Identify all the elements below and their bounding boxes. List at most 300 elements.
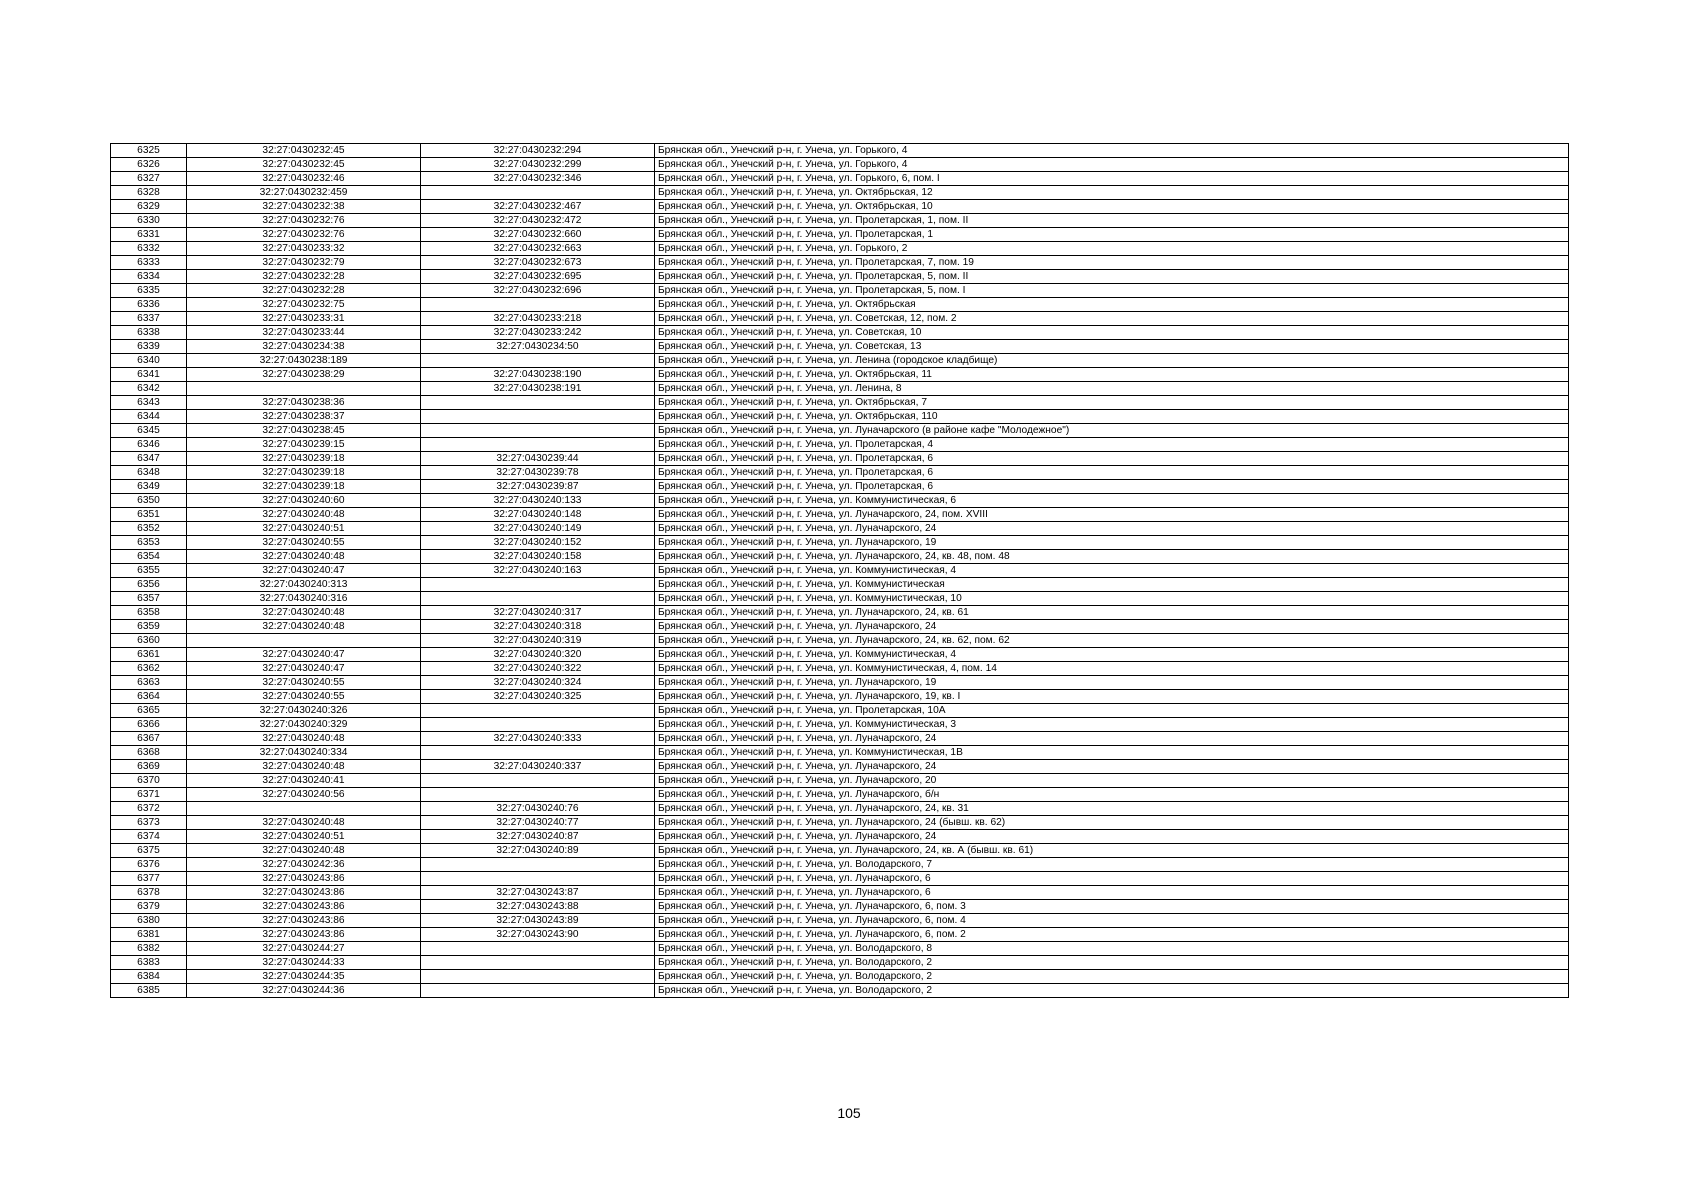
row-number-cell: 6350	[111, 494, 187, 508]
address-cell: Брянская обл., Унечский р-н, г. Унеча, ул. Луначарского (в районе кафе "Молодежное")	[655, 424, 1569, 438]
cadastral-number-object-cell	[421, 298, 655, 312]
row-number-cell: 6373	[111, 816, 187, 830]
cadastral-number-parcel-cell: 32:27:0430238:36	[187, 396, 421, 410]
cadastral-number-parcel-cell: 32:27:0430240:51	[187, 522, 421, 536]
cadastral-number-object-cell: 32:27:0430238:190	[421, 368, 655, 382]
table-row	[111, 886, 1569, 900]
address-cell: Брянская обл., Унечский р-н, г. Унеча, ул. Октябрьская, 110	[655, 410, 1569, 424]
table-row	[111, 424, 1569, 438]
table-row	[111, 242, 1569, 256]
table-row	[111, 690, 1569, 704]
cadastral-number-object-cell: 32:27:0430240:337	[421, 760, 655, 774]
address-cell: Брянская обл., Унечский р-н, г. Унеча, ул. Володарского, 2	[655, 984, 1569, 998]
row-number-cell: 6334	[111, 270, 187, 284]
address-cell: Брянская обл., Унечский р-н, г. Унеча, ул. Луначарского, 24 (бывш. кв. 62)	[655, 816, 1569, 830]
cadastral-number-object-cell: 32:27:0430240:163	[421, 564, 655, 578]
cadastral-number-parcel-cell	[187, 802, 421, 816]
address-cell: Брянская обл., Унечский р-н, г. Унеча, ул. Ленина (городское кладбище)	[655, 354, 1569, 368]
row-number-cell: 6338	[111, 326, 187, 340]
cadastral-number-parcel-cell: 32:27:0430233:31	[187, 312, 421, 326]
cadastral-number-object-cell: 32:27:0430233:242	[421, 326, 655, 340]
cadastral-number-parcel-cell: 32:27:0430232:75	[187, 298, 421, 312]
address-cell: Брянская обл., Унечский р-н, г. Унеча, ул. Луначарского, 19, кв. I	[655, 690, 1569, 704]
cadastral-number-parcel-cell: 32:27:0430240:313	[187, 578, 421, 592]
row-number-cell: 6353	[111, 536, 187, 550]
address-cell: Брянская обл., Унечский р-н, г. Унеча, ул. Горького, 2	[655, 242, 1569, 256]
table-row	[111, 368, 1569, 382]
address-cell: Брянская обл., Унечский р-н, г. Унеча, ул. Луначарского, 6, пом. 3	[655, 900, 1569, 914]
cadastral-number-parcel-cell: 32:27:0430243:86	[187, 914, 421, 928]
table-row	[111, 172, 1569, 186]
cadastral-number-parcel-cell: 32:27:0430240:334	[187, 746, 421, 760]
address-cell: Брянская обл., Унечский р-н, г. Унеча, ул. Октябрьская, 11	[655, 368, 1569, 382]
table-row	[111, 508, 1569, 522]
table-row	[111, 396, 1569, 410]
cadastral-number-object-cell: 32:27:0430232:660	[421, 228, 655, 242]
row-number-cell: 6356	[111, 578, 187, 592]
address-cell: Брянская обл., Унечский р-н, г. Унеча, ул. Луначарского, 24	[655, 732, 1569, 746]
row-number-cell: 6329	[111, 200, 187, 214]
row-number-cell: 6340	[111, 354, 187, 368]
cadastral-number-object-cell	[421, 396, 655, 410]
cadastral-number-object-cell	[421, 186, 655, 200]
cadastral-number-parcel-cell: 32:27:0430240:326	[187, 704, 421, 718]
row-number-cell: 6330	[111, 214, 187, 228]
table-row	[111, 900, 1569, 914]
table-row	[111, 732, 1569, 746]
row-number-cell: 6336	[111, 298, 187, 312]
address-cell: Брянская обл., Унечский р-н, г. Унеча, ул. Луначарского, б/н	[655, 788, 1569, 802]
cadastral-number-parcel-cell: 32:27:0430244:36	[187, 984, 421, 998]
address-cell: Брянская обл., Унечский р-н, г. Унеча, ул. Володарского, 7	[655, 858, 1569, 872]
address-cell: Брянская обл., Унечский р-н, г. Унеча, ул. Пролетарская, 4	[655, 438, 1569, 452]
address-cell: Брянская обл., Унечский р-н, г. Унеча, ул. Горького, 4	[655, 158, 1569, 172]
cadastral-number-object-cell: 32:27:0430239:87	[421, 480, 655, 494]
table-row	[111, 354, 1569, 368]
cadastral-number-parcel-cell	[187, 634, 421, 648]
address-cell: Брянская обл., Унечский р-н, г. Унеча, ул. Луначарского, 24, пом. XVIII	[655, 508, 1569, 522]
table-row	[111, 984, 1569, 998]
address-cell: Брянская обл., Унечский р-н, г. Унеча, ул. Пролетарская, 5, пом. II	[655, 270, 1569, 284]
address-cell: Брянская обл., Унечский р-н, г. Унеча, ул. Горького, 6, пом. I	[655, 172, 1569, 186]
cadastral-number-object-cell: 32:27:0430240:322	[421, 662, 655, 676]
cadastral-number-parcel-cell: 32:27:0430238:29	[187, 368, 421, 382]
address-cell: Брянская обл., Унечский р-н, г. Унеча, ул. Луначарского, 24	[655, 830, 1569, 844]
cadastral-number-parcel-cell: 32:27:0430232:46	[187, 172, 421, 186]
address-cell: Брянская обл., Унечский р-н, г. Унеча, ул. Луначарского, 24	[655, 522, 1569, 536]
address-cell: Брянская обл., Унечский р-н, г. Унеча, ул. Советская, 13	[655, 340, 1569, 354]
table-row	[111, 718, 1569, 732]
row-number-cell: 6325	[111, 144, 187, 158]
address-cell: Брянская обл., Унечский р-н, г. Унеча, ул. Коммунистическая, 4	[655, 648, 1569, 662]
table-row	[111, 928, 1569, 942]
row-number-cell: 6326	[111, 158, 187, 172]
cadastral-number-object-cell: 32:27:0430240:87	[421, 830, 655, 844]
address-cell: Брянская обл., Унечский р-н, г. Унеча, ул. Пролетарская, 7, пом. 19	[655, 256, 1569, 270]
table-row	[111, 662, 1569, 676]
row-number-cell: 6335	[111, 284, 187, 298]
cadastral-number-parcel-cell: 32:27:0430240:48	[187, 732, 421, 746]
cadastral-number-object-cell: 32:27:0430240:77	[421, 816, 655, 830]
table-row	[111, 564, 1569, 578]
row-number-cell: 6378	[111, 886, 187, 900]
cadastral-number-object-cell	[421, 354, 655, 368]
address-cell: Брянская обл., Унечский р-н, г. Унеча, ул. Луначарского, 20	[655, 774, 1569, 788]
address-cell: Брянская обл., Унечский р-н, г. Унеча, ул. Октябрьская, 7	[655, 396, 1569, 410]
cadastral-number-parcel-cell: 32:27:0430240:329	[187, 718, 421, 732]
table-row	[111, 550, 1569, 564]
cadastral-number-parcel-cell: 32:27:0430238:189	[187, 354, 421, 368]
table-row	[111, 704, 1569, 718]
cadastral-number-parcel-cell: 32:27:0430240:41	[187, 774, 421, 788]
table-row	[111, 270, 1569, 284]
address-cell: Брянская обл., Унечский р-н, г. Унеча, ул. Коммунистическая, 6	[655, 494, 1569, 508]
row-number-cell: 6364	[111, 690, 187, 704]
table-row	[111, 214, 1569, 228]
address-cell: Брянская обл., Унечский р-н, г. Унеча, ул. Луначарского, 6, пом. 2	[655, 928, 1569, 942]
cadastral-number-object-cell: 32:27:0430240:149	[421, 522, 655, 536]
cadastral-number-parcel-cell: 32:27:0430232:79	[187, 256, 421, 270]
cadastral-number-object-cell	[421, 410, 655, 424]
cadastral-number-parcel-cell: 32:27:0430239:18	[187, 452, 421, 466]
cadastral-number-object-cell: 32:27:0430232:695	[421, 270, 655, 284]
address-cell: Брянская обл., Унечский р-н, г. Унеча, ул. Луначарского, 19	[655, 676, 1569, 690]
cadastral-number-object-cell	[421, 956, 655, 970]
row-number-cell: 6376	[111, 858, 187, 872]
row-number-cell: 6354	[111, 550, 187, 564]
table-row	[111, 466, 1569, 480]
cadastral-number-object-cell: 32:27:0430240:319	[421, 634, 655, 648]
address-cell: Брянская обл., Унечский р-н, г. Унеча, ул. Пролетарская, 10А	[655, 704, 1569, 718]
row-number-cell: 6367	[111, 732, 187, 746]
address-cell: Брянская обл., Унечский р-н, г. Унеча, ул. Луначарского, 6, пом. 4	[655, 914, 1569, 928]
row-number-cell: 6365	[111, 704, 187, 718]
row-number-cell: 6347	[111, 452, 187, 466]
cadastral-number-object-cell: 32:27:0430240:333	[421, 732, 655, 746]
address-cell: Брянская обл., Унечский р-н, г. Унеча, ул. Коммунистическая, 1В	[655, 746, 1569, 760]
address-cell: Брянская обл., Унечский р-н, г. Унеча, ул. Горького, 4	[655, 144, 1569, 158]
address-cell: Брянская обл., Унечский р-н, г. Унеча, ул. Луначарского, 24, кв. 61	[655, 606, 1569, 620]
table-row	[111, 592, 1569, 606]
cadastral-number-parcel-cell: 32:27:0430232:28	[187, 270, 421, 284]
cadastral-number-object-cell: 32:27:0430240:318	[421, 620, 655, 634]
address-cell: Брянская обл., Унечский р-н, г. Унеча, ул. Пролетарская, 6	[655, 480, 1569, 494]
row-number-cell: 6369	[111, 760, 187, 774]
row-number-cell: 6344	[111, 410, 187, 424]
table-row	[111, 942, 1569, 956]
cadastral-number-object-cell: 32:27:0430239:44	[421, 452, 655, 466]
address-cell: Брянская обл., Унечский р-н, г. Унеча, ул. Луначарского, 24, кв. 62, пом. 62	[655, 634, 1569, 648]
cadastral-number-object-cell: 32:27:0430240:320	[421, 648, 655, 662]
cadastral-number-object-cell: 32:27:0430243:89	[421, 914, 655, 928]
table-row	[111, 606, 1569, 620]
cadastral-number-parcel-cell: 32:27:0430240:48	[187, 816, 421, 830]
cadastral-number-parcel-cell: 32:27:0430240:47	[187, 564, 421, 578]
cadastral-number-parcel-cell: 32:27:0430244:35	[187, 970, 421, 984]
cadastral-number-parcel-cell: 32:27:0430238:45	[187, 424, 421, 438]
cadastral-number-parcel-cell: 32:27:0430240:51	[187, 830, 421, 844]
row-number-cell: 6339	[111, 340, 187, 354]
cadastral-number-object-cell: 32:27:0430234:50	[421, 340, 655, 354]
cadastral-number-object-cell	[421, 970, 655, 984]
cadastral-number-parcel-cell: 32:27:0430232:38	[187, 200, 421, 214]
cadastral-number-parcel-cell: 32:27:0430240:56	[187, 788, 421, 802]
address-cell: Брянская обл., Унечский р-н, г. Унеча, ул. Луначарского, 24, кв. 31	[655, 802, 1569, 816]
cadastral-number-parcel-cell: 32:27:0430240:48	[187, 508, 421, 522]
row-number-cell: 6361	[111, 648, 187, 662]
table-row	[111, 144, 1569, 158]
table-row	[111, 340, 1569, 354]
cadastral-number-parcel-cell: 32:27:0430238:37	[187, 410, 421, 424]
row-number-cell: 6341	[111, 368, 187, 382]
row-number-cell: 6372	[111, 802, 187, 816]
cadastral-number-object-cell	[421, 774, 655, 788]
row-number-cell: 6348	[111, 466, 187, 480]
address-cell: Брянская обл., Унечский р-н, г. Унеча, ул. Ленина, 8	[655, 382, 1569, 396]
cadastral-number-parcel-cell: 32:27:0430232:45	[187, 158, 421, 172]
row-number-cell: 6331	[111, 228, 187, 242]
cadastral-number-object-cell: 32:27:0430243:87	[421, 886, 655, 900]
cadastral-number-object-cell: 32:27:0430240:158	[421, 550, 655, 564]
address-cell: Брянская обл., Унечский р-н, г. Унеча, ул. Пролетарская, 1	[655, 228, 1569, 242]
cadastral-number-parcel-cell: 32:27:0430239:15	[187, 438, 421, 452]
cadastral-number-object-cell: 32:27:0430232:472	[421, 214, 655, 228]
table-row	[111, 676, 1569, 690]
row-number-cell: 6366	[111, 718, 187, 732]
cadastral-number-object-cell	[421, 424, 655, 438]
table-row	[111, 200, 1569, 214]
row-number-cell: 6382	[111, 942, 187, 956]
row-number-cell: 6352	[111, 522, 187, 536]
cadastral-number-parcel-cell: 32:27:0430232:45	[187, 144, 421, 158]
page-number: 105	[837, 1105, 861, 1121]
table-row	[111, 830, 1569, 844]
table-row	[111, 158, 1569, 172]
row-number-cell: 6345	[111, 424, 187, 438]
cadastral-number-object-cell: 32:27:0430240:317	[421, 606, 655, 620]
cadastral-number-parcel-cell: 32:27:0430240:316	[187, 592, 421, 606]
table-row	[111, 816, 1569, 830]
cadastral-number-object-cell: 32:27:0430240:325	[421, 690, 655, 704]
table-row	[111, 858, 1569, 872]
row-number-cell: 6379	[111, 900, 187, 914]
cadastral-number-object-cell: 32:27:0430240:76	[421, 802, 655, 816]
row-number-cell: 6368	[111, 746, 187, 760]
address-cell: Брянская обл., Унечский р-н, г. Унеча, ул. Октябрьская, 12	[655, 186, 1569, 200]
table-row	[111, 970, 1569, 984]
row-number-cell: 6351	[111, 508, 187, 522]
cadastral-number-parcel-cell: 32:27:0430232:459	[187, 186, 421, 200]
cadastral-number-object-cell: 32:27:0430240:133	[421, 494, 655, 508]
table-row	[111, 298, 1569, 312]
row-number-cell: 6333	[111, 256, 187, 270]
row-number-cell: 6375	[111, 844, 187, 858]
cadastral-number-parcel-cell: 32:27:0430243:86	[187, 900, 421, 914]
table-row	[111, 228, 1569, 242]
table-row	[111, 746, 1569, 760]
address-cell: Брянская обл., Унечский р-н, г. Унеча, ул. Луначарского, 24	[655, 620, 1569, 634]
table-row	[111, 648, 1569, 662]
cadastral-number-parcel-cell: 32:27:0430232:28	[187, 284, 421, 298]
row-number-cell: 6380	[111, 914, 187, 928]
row-number-cell: 6385	[111, 984, 187, 998]
cadastral-number-object-cell: 32:27:0430232:294	[421, 144, 655, 158]
cadastral-number-object-cell	[421, 718, 655, 732]
cadastral-number-object-cell: 32:27:0430240:152	[421, 536, 655, 550]
row-number-cell: 6346	[111, 438, 187, 452]
address-cell: Брянская обл., Унечский р-н, г. Унеча, ул. Октябрьская	[655, 298, 1569, 312]
cadastral-number-object-cell: 32:27:0430240:148	[421, 508, 655, 522]
row-number-cell: 6363	[111, 676, 187, 690]
row-number-cell: 6358	[111, 606, 187, 620]
row-number-cell: 6355	[111, 564, 187, 578]
row-number-cell: 6337	[111, 312, 187, 326]
table-row	[111, 760, 1569, 774]
address-cell: Брянская обл., Унечский р-н, г. Унеча, ул. Коммунистическая	[655, 578, 1569, 592]
cadastral-number-object-cell: 32:27:0430232:346	[421, 172, 655, 186]
table-row	[111, 382, 1569, 396]
row-number-cell: 6327	[111, 172, 187, 186]
row-number-cell: 6359	[111, 620, 187, 634]
cadastral-number-parcel-cell: 32:27:0430240:47	[187, 662, 421, 676]
table-row	[111, 536, 1569, 550]
cadastral-number-object-cell	[421, 704, 655, 718]
table-row	[111, 914, 1569, 928]
table-row	[111, 844, 1569, 858]
table-row	[111, 802, 1569, 816]
cadastral-number-parcel-cell: 32:27:0430244:27	[187, 942, 421, 956]
address-cell: Брянская обл., Унечский р-н, г. Унеча, ул. Луначарского, 24	[655, 760, 1569, 774]
address-cell: Брянская обл., Унечский р-н, г. Унеча, ул. Советская, 10	[655, 326, 1569, 340]
address-cell: Брянская обл., Унечский р-н, г. Унеча, ул. Луначарского, 6	[655, 886, 1569, 900]
cadastral-number-parcel-cell: 32:27:0430240:48	[187, 606, 421, 620]
table-row	[111, 256, 1569, 270]
address-cell: Брянская обл., Унечский р-н, г. Унеча, ул. Володарского, 8	[655, 942, 1569, 956]
cadastral-number-parcel-cell: 32:27:0430240:55	[187, 676, 421, 690]
row-number-cell: 6381	[111, 928, 187, 942]
address-cell: Брянская обл., Унечский р-н, г. Унеча, ул. Пролетарская, 6	[655, 452, 1569, 466]
cadastral-number-object-cell	[421, 438, 655, 452]
cadastral-number-parcel-cell: 32:27:0430234:38	[187, 340, 421, 354]
cadastral-number-object-cell	[421, 942, 655, 956]
cadastral-number-object-cell	[421, 592, 655, 606]
cadastral-number-object-cell	[421, 872, 655, 886]
table-row	[111, 872, 1569, 886]
row-number-cell: 6374	[111, 830, 187, 844]
row-number-cell: 6328	[111, 186, 187, 200]
cadastral-number-object-cell: 32:27:0430243:90	[421, 928, 655, 942]
row-number-cell: 6360	[111, 634, 187, 648]
address-cell: Брянская обл., Унечский р-н, г. Унеча, ул. Советская, 12, пом. 2	[655, 312, 1569, 326]
cadastral-number-object-cell: 32:27:0430233:218	[421, 312, 655, 326]
cadastral-number-parcel-cell: 32:27:0430242:36	[187, 858, 421, 872]
address-cell: Брянская обл., Унечский р-н, г. Унеча, ул. Луначарского, 24, кв. 48, пом. 48	[655, 550, 1569, 564]
cadastral-number-object-cell: 32:27:0430232:696	[421, 284, 655, 298]
table-row	[111, 788, 1569, 802]
table-row	[111, 620, 1569, 634]
address-cell: Брянская обл., Унечский р-н, г. Унеча, ул. Пролетарская, 5, пом. I	[655, 284, 1569, 298]
row-number-cell: 6349	[111, 480, 187, 494]
cadastral-number-object-cell	[421, 746, 655, 760]
cadastral-number-object-cell: 32:27:0430232:467	[421, 200, 655, 214]
cadastral-number-parcel-cell: 32:27:0430240:47	[187, 648, 421, 662]
row-number-cell: 6343	[111, 396, 187, 410]
cadastral-number-parcel-cell: 32:27:0430244:33	[187, 956, 421, 970]
cadastral-number-object-cell: 32:27:0430232:299	[421, 158, 655, 172]
table-row	[111, 326, 1569, 340]
row-number-cell: 6370	[111, 774, 187, 788]
table-row	[111, 284, 1569, 298]
table-row	[111, 522, 1569, 536]
address-cell: Брянская обл., Унечский р-н, г. Унеча, ул. Коммунистическая, 3	[655, 718, 1569, 732]
cadastral-number-object-cell	[421, 984, 655, 998]
cadastral-number-object-cell: 32:27:0430240:324	[421, 676, 655, 690]
table-row	[111, 438, 1569, 452]
address-cell: Брянская обл., Унечский р-н, г. Унеча, ул. Коммунистическая, 4, пом. 14	[655, 662, 1569, 676]
cadastral-number-object-cell: 32:27:0430243:88	[421, 900, 655, 914]
table-row	[111, 480, 1569, 494]
row-number-cell: 6377	[111, 872, 187, 886]
cadastral-number-object-cell	[421, 858, 655, 872]
cadastral-number-parcel-cell: 32:27:0430239:18	[187, 480, 421, 494]
table-row	[111, 312, 1569, 326]
cadastral-number-parcel-cell: 32:27:0430243:86	[187, 928, 421, 942]
row-number-cell: 6371	[111, 788, 187, 802]
cadastral-number-parcel-cell: 32:27:0430240:55	[187, 690, 421, 704]
cadastral-number-parcel-cell: 32:27:0430240:48	[187, 620, 421, 634]
address-cell: Брянская обл., Унечский р-н, г. Унеча, ул. Пролетарская, 1, пом. II	[655, 214, 1569, 228]
address-cell: Брянская обл., Унечский р-н, г. Унеча, ул. Луначарского, 24, кв. А (бывш. кв. 61)	[655, 844, 1569, 858]
cadastral-number-parcel-cell: 32:27:0430233:32	[187, 242, 421, 256]
registry-table	[110, 143, 1569, 998]
table-row	[111, 494, 1569, 508]
cadastral-number-object-cell	[421, 788, 655, 802]
cadastral-number-parcel-cell: 32:27:0430233:44	[187, 326, 421, 340]
address-cell: Брянская обл., Унечский р-н, г. Унеча, ул. Коммунистическая, 10	[655, 592, 1569, 606]
row-number-cell: 6342	[111, 382, 187, 396]
cadastral-number-object-cell: 32:27:0430238:191	[421, 382, 655, 396]
address-cell: Брянская обл., Унечский р-н, г. Унеча, ул. Володарского, 2	[655, 956, 1569, 970]
cadastral-number-parcel-cell	[187, 382, 421, 396]
row-number-cell: 6384	[111, 970, 187, 984]
table-row	[111, 774, 1569, 788]
cadastral-number-parcel-cell: 32:27:0430240:48	[187, 550, 421, 564]
cadastral-number-object-cell: 32:27:0430232:663	[421, 242, 655, 256]
address-cell: Брянская обл., Унечский р-н, г. Унеча, ул. Коммунистическая, 4	[655, 564, 1569, 578]
row-number-cell: 6362	[111, 662, 187, 676]
cadastral-number-parcel-cell: 32:27:0430243:86	[187, 886, 421, 900]
address-cell: Брянская обл., Унечский р-н, г. Унеча, ул. Пролетарская, 6	[655, 466, 1569, 480]
registry-table-body	[111, 144, 1569, 998]
table-row	[111, 578, 1569, 592]
cadastral-number-parcel-cell: 32:27:0430240:48	[187, 760, 421, 774]
address-cell: Брянская обл., Унечский р-н, г. Унеча, ул. Володарского, 2	[655, 970, 1569, 984]
cadastral-number-object-cell	[421, 578, 655, 592]
cadastral-number-parcel-cell: 32:27:0430243:86	[187, 872, 421, 886]
table-row	[111, 452, 1569, 466]
address-cell: Брянская обл., Унечский р-н, г. Унеча, ул. Луначарского, 6	[655, 872, 1569, 886]
cadastral-number-parcel-cell: 32:27:0430232:76	[187, 214, 421, 228]
address-cell: Брянская обл., Унечский р-н, г. Унеча, ул. Октябрьская, 10	[655, 200, 1569, 214]
row-number-cell: 6332	[111, 242, 187, 256]
cadastral-number-parcel-cell: 32:27:0430240:48	[187, 844, 421, 858]
table-row	[111, 956, 1569, 970]
cadastral-number-parcel-cell: 32:27:0430239:18	[187, 466, 421, 480]
cadastral-number-object-cell: 32:27:0430232:673	[421, 256, 655, 270]
row-number-cell: 6383	[111, 956, 187, 970]
cadastral-number-object-cell: 32:27:0430239:78	[421, 466, 655, 480]
table-row	[111, 634, 1569, 648]
